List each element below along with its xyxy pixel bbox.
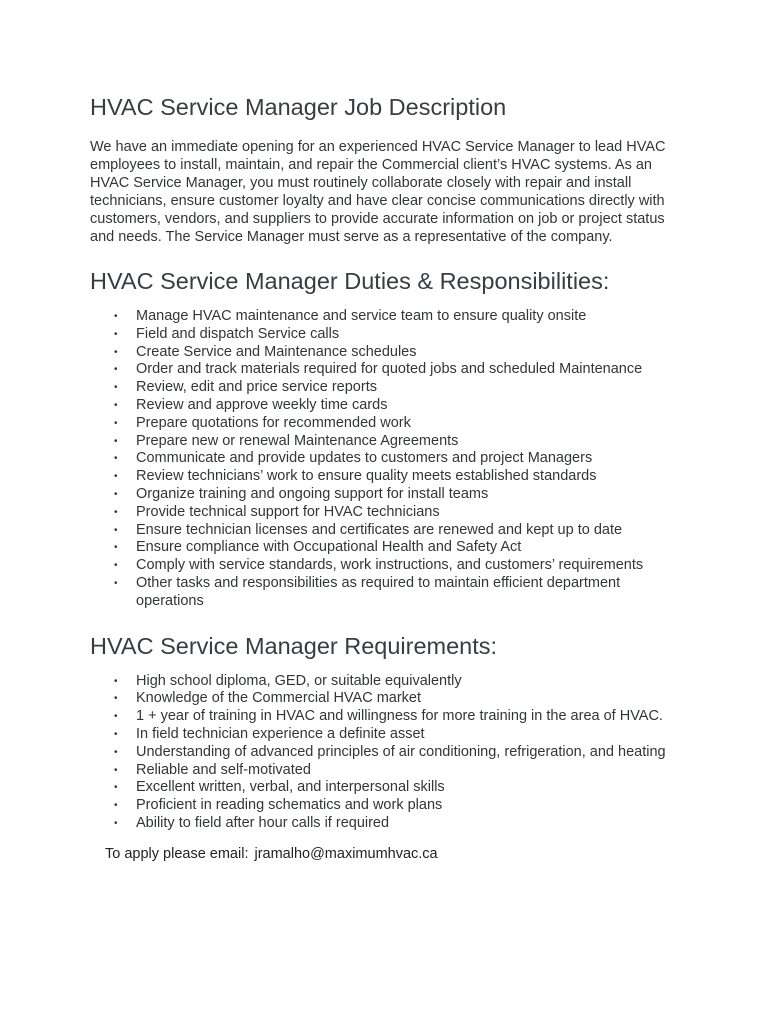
- bullet-icon: •: [114, 471, 118, 483]
- bullet-icon: •: [114, 506, 118, 518]
- list-item-text: In field technician experience a definite asset: [136, 725, 425, 742]
- intro-paragraph: We have an immediate opening for an experienced HVAC Service Manager to lead HVAC employees to install, maintain, and repair the Commercial client’s HVAC systems. As an HVAC Service Manager, you must routinely collaborate closely with repair and install technicians, ensure customer loyalty and have clear concise communications directly with customers, vendors, and suppliers to provide accurate information on job or project status and needs. The Service Manager must serve as a representative of the company.: [90, 139, 666, 245]
- list-item-text: Order and track materials required for quoted jobs and scheduled Maintenance: [136, 361, 643, 378]
- list-item: [90, 344, 690, 362]
- list-item: [90, 539, 690, 557]
- list-item-text: Proficient in reading schematics and work plans: [136, 797, 443, 814]
- bullet-icon: •: [114, 435, 118, 447]
- list-item-text: Manage HVAC maintenance and service team to ensure quality onsite: [136, 308, 587, 324]
- list-item-text: Review, edit and price service reports: [136, 379, 377, 396]
- list-item-text: Ensure technician licenses and certificates are renewed and kept up to date: [136, 521, 623, 538]
- page-title: HVAC Service Manager Job Description: [90, 94, 507, 120]
- list-item-text: Knowledge of the Commercial HVAC market: [136, 690, 422, 707]
- list-item-text: Prepare new or renewal Maintenance Agreements: [136, 432, 459, 449]
- bullet-icon: •: [114, 817, 118, 829]
- apply-line: [105, 845, 690, 863]
- list-item-text: High school diploma, GED, or suitable equivalently: [136, 672, 462, 689]
- apply-label: To apply please email:: [105, 845, 249, 862]
- list-item: [90, 708, 690, 726]
- bullet-icon: •: [114, 800, 118, 812]
- list-item-text: Ensure compliance with Occupational Health and Safety Act: [136, 539, 522, 556]
- list-item-text: Other tasks and responsibilities as required to maintain efficient department operations: [136, 574, 621, 609]
- list-item: [90, 450, 690, 468]
- bullet-icon: •: [114, 382, 118, 394]
- bullet-icon: •: [114, 542, 118, 554]
- bullet-icon: •: [114, 764, 118, 776]
- bullet-icon: •: [114, 711, 118, 723]
- list-item: [90, 361, 690, 379]
- duties-list: [90, 308, 690, 611]
- list-item: [90, 744, 690, 762]
- list-item-text: Prepare quotations for recommended work: [136, 414, 411, 431]
- list-item-text: Review technicians’ work to ensure quality meets established standards: [136, 468, 597, 485]
- requirements-heading: HVAC Service Manager Requirements:: [90, 632, 498, 659]
- bullet-icon: •: [114, 364, 118, 376]
- list-item-text: Review and approve weekly time cards: [136, 396, 388, 413]
- document-page: [90, 92, 690, 863]
- list-item: [90, 326, 690, 344]
- bullet-icon: •: [114, 782, 118, 794]
- list-item: [90, 690, 690, 708]
- list-item: [90, 797, 690, 815]
- bullet-icon: •: [114, 346, 118, 358]
- list-item-text: Provide technical support for HVAC technicians: [136, 503, 440, 520]
- bullet-icon: •: [114, 675, 118, 687]
- list-item: [90, 779, 690, 797]
- list-item-text: Ability to field after hour calls if required: [136, 814, 390, 831]
- duties-heading: HVAC Service Manager Duties & Responsibilities:: [90, 268, 610, 294]
- list-item-text: Comply with service standards, work instructions, and customers’ requirements: [136, 557, 644, 574]
- list-item: [90, 308, 690, 326]
- bullet-icon: •: [114, 560, 118, 572]
- requirements-list: [90, 673, 690, 833]
- bullet-icon: •: [114, 746, 118, 758]
- list-item: [90, 815, 690, 833]
- bullet-icon: •: [114, 311, 118, 322]
- bullet-icon: •: [114, 328, 118, 340]
- list-item-text: Understanding of advanced principles of air conditioning, refrigeration, and heating: [136, 743, 666, 760]
- bullet-icon: •: [114, 693, 118, 705]
- bullet-icon: •: [114, 488, 118, 500]
- list-item: [90, 379, 690, 397]
- list-item: [90, 415, 690, 433]
- list-item-text: Create Service and Maintenance schedules: [136, 343, 417, 360]
- list-item-text: Excellent written, verbal, and interpersonal skills: [136, 779, 445, 796]
- list-item: [90, 397, 690, 415]
- list-item: [90, 522, 690, 540]
- list-item: [90, 575, 690, 611]
- list-item-text: 1 + year of training in HVAC and willingness for more training in the area of HVAC.: [136, 708, 663, 725]
- bullet-icon: •: [114, 453, 118, 465]
- list-item: [90, 726, 690, 744]
- list-item-text: Organize training and ongoing support for install teams: [136, 485, 489, 502]
- list-item: [90, 557, 690, 575]
- list-item-text: Field and dispatch Service calls: [136, 325, 340, 342]
- list-item: [90, 468, 690, 486]
- bullet-icon: •: [114, 728, 118, 740]
- bullet-icon: •: [114, 524, 118, 536]
- list-item-text: Communicate and provide updates to customers and project Managers: [136, 450, 593, 467]
- bullet-icon: •: [114, 399, 118, 411]
- list-item-text: Reliable and self-motivated: [136, 761, 311, 778]
- list-item: [90, 433, 690, 451]
- list-item: [90, 762, 690, 780]
- bullet-icon: •: [114, 577, 118, 589]
- list-item: [90, 504, 690, 522]
- email-address: jramalho@maximumhvac.ca: [254, 845, 438, 862]
- list-item: [90, 673, 690, 691]
- bullet-icon: •: [114, 417, 118, 429]
- list-item: [90, 486, 690, 504]
